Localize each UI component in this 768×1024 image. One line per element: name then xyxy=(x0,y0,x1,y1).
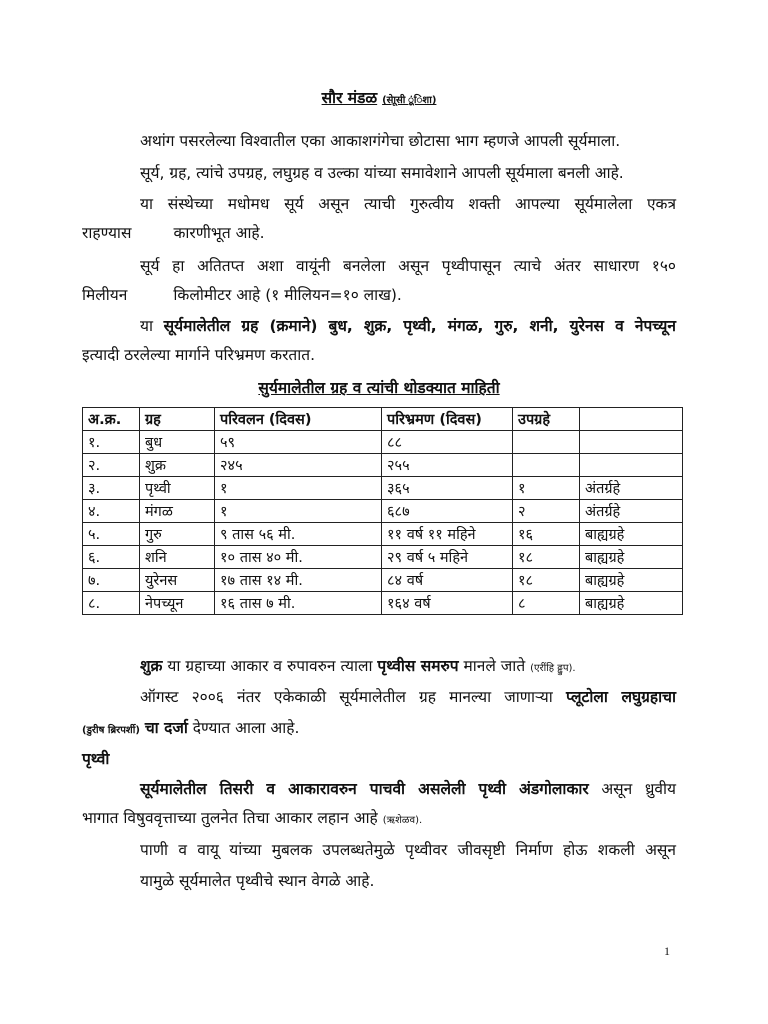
table-row xyxy=(83,569,683,592)
cell-satellites: २ xyxy=(513,500,580,523)
title-main: सौर मंडळ xyxy=(321,89,378,107)
cell-planet: गुरु xyxy=(140,523,215,546)
cell-revolution: ६८७ xyxy=(382,500,513,523)
paragraph-5-line-1 xyxy=(82,316,676,336)
cell-type: बाह्यग्रहे xyxy=(580,546,683,569)
cell-serial: ७. xyxy=(83,569,140,592)
cell-type: बाह्यग्रहे xyxy=(580,592,683,615)
cell-type: बाह्यग्रहे xyxy=(580,569,683,592)
earth-line-2 xyxy=(82,808,676,831)
pluto-bold: प्लूटोला लघुग्रहाचा xyxy=(565,688,676,706)
cell-type: अंतर्ग्रहे xyxy=(580,500,683,523)
venus-line xyxy=(82,656,676,679)
cell-planet: युरेनस xyxy=(140,569,215,592)
cell-revolution: ८४ वर्ष xyxy=(382,569,513,592)
cell-type xyxy=(580,454,683,477)
cell-revolution: २५५ xyxy=(382,454,513,477)
table-row xyxy=(83,431,683,454)
earth-text-1: असून ध्रुवीय xyxy=(601,780,676,798)
venus-text-1: या ग्रहाच्या आकार व रुपावरुन त्याला xyxy=(167,657,373,675)
cell-serial: ४. xyxy=(83,500,140,523)
cell-rotation: ९ तास ५६ मी. xyxy=(215,523,382,546)
table-row xyxy=(83,546,683,569)
cell-rotation: १६ तास ७ मी. xyxy=(215,592,382,615)
cell-rotation: १ xyxy=(215,477,382,500)
earth-line-3: पाणी व वायू यांच्या मुबलक उपलब्धतेमुळे पृथ्वीवर जीवसृष्टी निर्माण होऊ शकली असून xyxy=(140,841,676,859)
table-header-row xyxy=(83,408,683,431)
cell-rotation: १ xyxy=(215,500,382,523)
p4-word-2: किलोमीटर आहे (१ मीलियन=१० लाख). xyxy=(173,286,402,304)
cell-revolution: ८८ xyxy=(382,431,513,454)
table-row xyxy=(83,523,683,546)
header-type xyxy=(580,408,683,431)
cell-type: अंतर्ग्रहे xyxy=(580,477,683,500)
cell-rotation: २४५ xyxy=(215,454,382,477)
section-heading-earth: पृथ्वी xyxy=(82,750,110,768)
header-serial: अ.क्र. xyxy=(83,408,140,431)
table-row xyxy=(83,477,683,500)
cell-rotation: १७ तास १४ मी. xyxy=(215,569,382,592)
header-rotation: परिवलन (दिवस) xyxy=(215,408,382,431)
cell-serial: ६. xyxy=(83,546,140,569)
title-sub: (सेाूसी ूूंिशा) xyxy=(382,95,437,106)
pluto-english-term: (डुरीष ब्रिरपर्शी) xyxy=(82,725,140,736)
cell-satellites: १८ xyxy=(513,569,580,592)
cell-type xyxy=(580,431,683,454)
planet-table-body xyxy=(83,431,683,615)
cell-satellites: १८ xyxy=(513,546,580,569)
paragraph-3-line-1: या संस्थेच्या मधोमध सूर्य असून त्याची गुरुत्वीय शक्ती आपल्या सूर्यमालेला एकत्र xyxy=(140,195,676,213)
p3-word-1: राहण्यास xyxy=(82,224,132,242)
paragraph-4-line-2 xyxy=(82,285,676,305)
cell-serial: १. xyxy=(83,431,140,454)
cell-serial: ८. xyxy=(83,592,140,615)
table-row xyxy=(83,500,683,523)
venus-text-2: मानले जाते xyxy=(463,657,526,675)
cell-satellites: ८ xyxy=(513,592,580,615)
page-number: 1 xyxy=(664,944,670,958)
p5-bold-planet-list: सूर्यमालेतील ग्रह (क्रमाने) बुध, शुक्र, पृथ्वी, मंगळ, गुरु, शनी, युरेनस व नेपच्यून xyxy=(163,317,676,335)
cell-planet: बुध xyxy=(140,431,215,454)
pluto-text-1: ऑगस्ट २००६ नंतर एकेकाळी सूर्यमालेतील ग्रह मानल्या जाणाऱ्या xyxy=(140,688,553,706)
paragraph-4-line-1: सूर्य हा अतितप्त अशा वायूंनी बनलेला असून पृथ्वीपासून त्याचे अंतर साधारण १५० xyxy=(140,257,676,275)
planet-table xyxy=(82,407,683,615)
cell-revolution: ३६५ xyxy=(382,477,513,500)
header-planet: ग्रह xyxy=(140,408,215,431)
p3-word-2: कारणीभूत आहे. xyxy=(173,224,265,242)
paragraph-3-line-2 xyxy=(82,223,676,243)
table-row xyxy=(83,454,683,477)
paragraph-2: सूर्य, ग्रह, त्यांचे उपग्रह, लघुग्रह व उल्का यांच्या समावेशाने आपली सूर्यमाला बनली आहे. xyxy=(140,164,624,182)
cell-revolution: २९ वर्ष ५ महिने xyxy=(382,546,513,569)
pluto-bold-2: चा दर्जा xyxy=(144,719,188,737)
cell-rotation: ५९ xyxy=(215,431,382,454)
paragraph-1: अथांग पसरलेल्या विश्वातील एका आकाशगंगेचा छोटासा भाग म्हणजे आपली सूर्यमाला. xyxy=(140,132,621,150)
earth-text-2: भागात विषुववृत्ताच्या तुलनेत तिचा आकार लहान आहे xyxy=(82,809,378,827)
cell-planet: मंगळ xyxy=(140,500,215,523)
pluto-line-2 xyxy=(82,718,676,741)
pluto-line-1 xyxy=(82,687,676,707)
cell-planet: पृथ्वी xyxy=(140,477,215,500)
table-caption: सुर्यमालेतील ग्रह व त्यांची थोडक्यात माहिती xyxy=(258,379,500,397)
cell-revolution: ११ वर्ष ११ महिने xyxy=(382,523,513,546)
header-satellites: उपग्रहे xyxy=(513,408,580,431)
cell-satellites: १ xyxy=(513,477,580,500)
cell-type: बाह्यग्रहे xyxy=(580,523,683,546)
earth-line-1 xyxy=(82,779,676,799)
cell-revolution: १६४ वर्ष xyxy=(382,592,513,615)
header-revolution: परिभ्रमण (दिवस) xyxy=(382,408,513,431)
cell-rotation: १० तास ४० मी. xyxy=(215,546,382,569)
cell-satellites xyxy=(513,454,580,477)
page-title xyxy=(82,88,676,111)
earth-bold: सूर्यमालेतील तिसरी व आकारावरुन पाचवी असलेली पृथ्वी अंडगोलाकार xyxy=(140,780,589,798)
venus-bold: शुक्र xyxy=(140,657,163,675)
venus-english-term: (एरींहि ढ्ढुप). xyxy=(530,663,576,674)
pluto-text-2: देण्यात आला आहे. xyxy=(192,719,300,737)
cell-serial: ३. xyxy=(83,477,140,500)
earth-english-term: (ऋशेळव). xyxy=(382,815,423,826)
table-row xyxy=(83,592,683,615)
cell-satellites xyxy=(513,431,580,454)
p5-word-1: या xyxy=(140,317,154,335)
cell-planet: शनि xyxy=(140,546,215,569)
p4-word-1: मिलीयन xyxy=(82,286,128,304)
cell-planet: नेपच्यून xyxy=(140,592,215,615)
cell-satellites: १६ xyxy=(513,523,580,546)
earth-line-4: यामुळे सूर्यमालेत पृथ्वीचे स्थान वेगळे आहे. xyxy=(140,872,375,890)
cell-serial: ५. xyxy=(83,523,140,546)
cell-planet: शुक्र xyxy=(140,454,215,477)
paragraph-5-line-2: इत्यादी ठरलेल्या मार्गाने परिभ्रमण करतात. xyxy=(82,346,316,364)
venus-bold-2: पृथ्वीस समरुप xyxy=(377,657,459,675)
cell-serial: २. xyxy=(83,454,140,477)
